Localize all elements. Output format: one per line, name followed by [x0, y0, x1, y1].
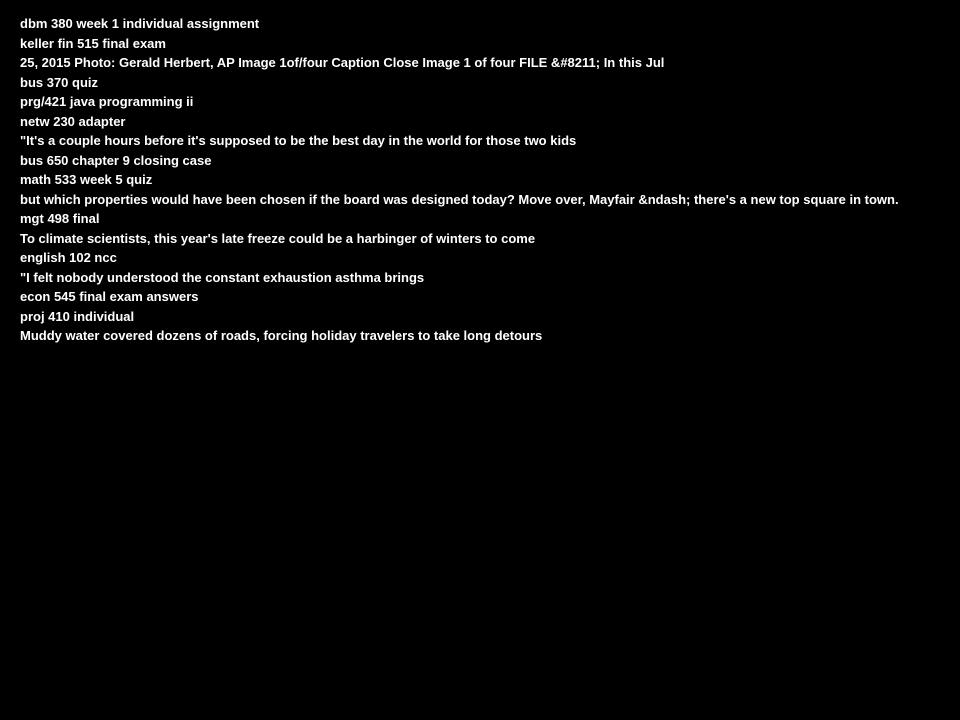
text-line: bus 370 quiz [20, 74, 99, 90]
text-line: mgt 498 final [20, 211, 100, 226]
text-line: econ 545 final exam answers [20, 289, 199, 304]
text-line: keller fin 515 final exam [20, 35, 166, 51]
text-line: "It's a couple hours before it's supposed to be the best day in the world for those two kids [20, 133, 577, 148]
text-line: dbm 380 week 1 individual assignment [20, 16, 260, 31]
text-line: proj 410 individual [20, 308, 135, 324]
text-line: Muddy water covered dozens of roads, forcing holiday travelers to take long detours [20, 328, 543, 343]
text-line: math 533 week 5 quiz [20, 172, 153, 187]
text-list [20, 14, 940, 346]
text-line: To climate scientists, this year's late freeze could be a harbinger of winters to come [20, 230, 536, 246]
text-line: bus 650 chapter 9 closing case [20, 152, 212, 168]
text-line: prg/421 java programming ii [20, 94, 194, 109]
text-line: netw 230 adapter [20, 113, 126, 129]
text-line: but which properties would have been chosen if the board was designed today? Move over, Mayfair &ndash; there's a new top square in town. [20, 191, 899, 207]
text-line: 25, 2015 Photo: Gerald Herbert, AP Image 1of/four Caption Close Image 1 of four FILE &#8211; In this Jul [20, 55, 665, 70]
text-line: english 102 ncc [20, 250, 117, 265]
text-line: "I felt nobody understood the constant exhaustion asthma brings [20, 269, 425, 285]
